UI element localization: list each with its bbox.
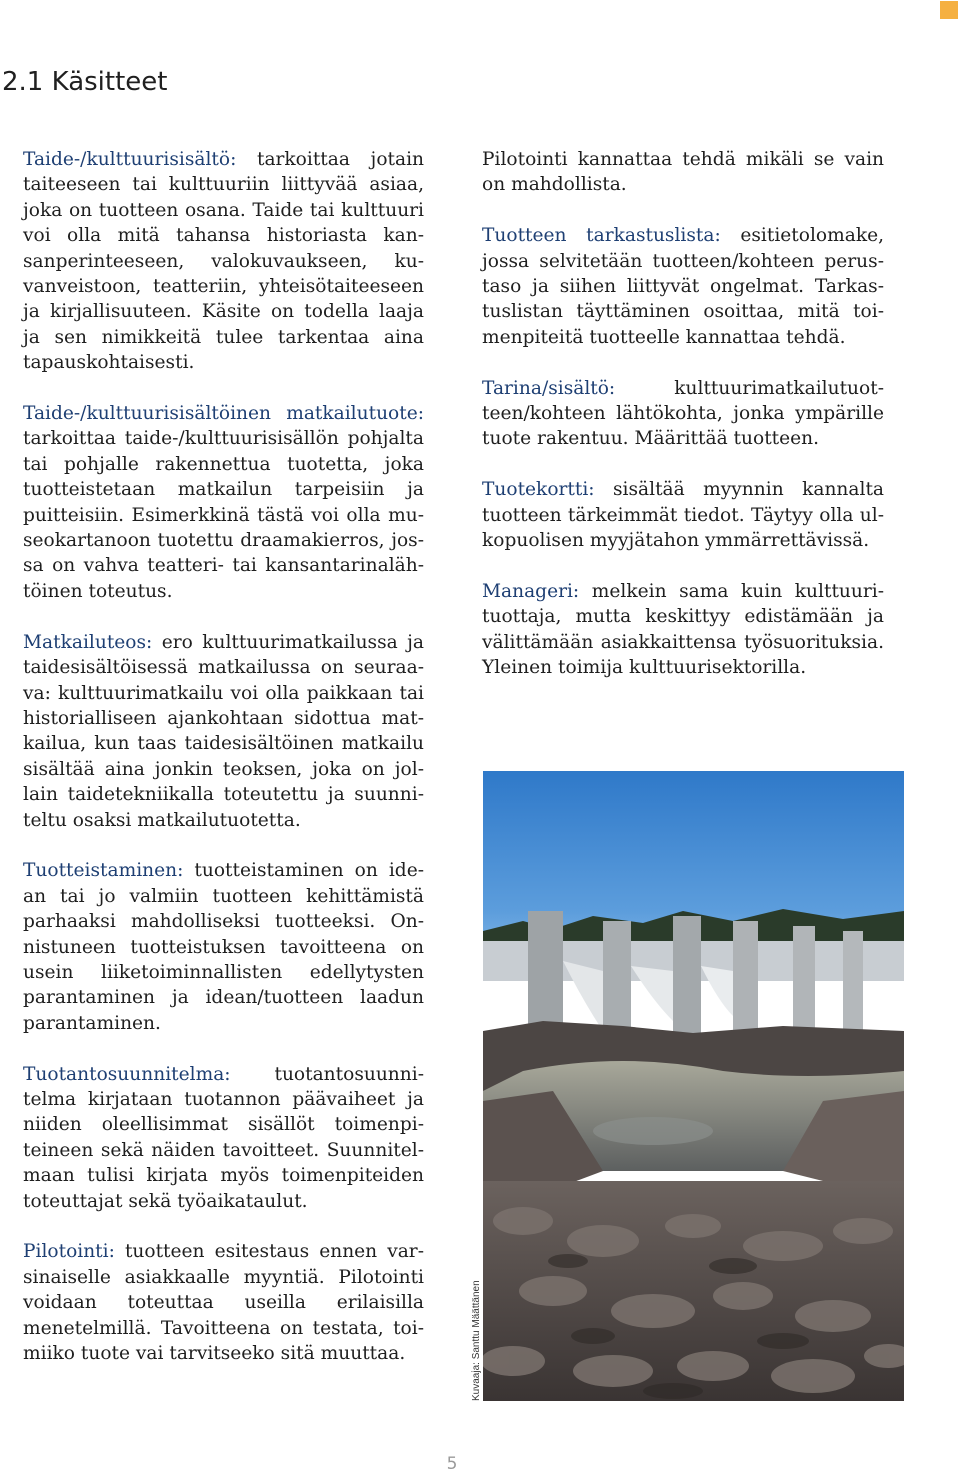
definition-paragraph — [23, 401, 424, 604]
definition-text: kulttuurimatkailutuotteen/kohteen lähtökohta, jonka ympärille tuote rakentuu. Määrittää tuotteen. — [482, 377, 884, 450]
definition-text: Pilotointi kannattaa tehdä mikäli se vain on mahdollista. — [482, 149, 884, 196]
definition-paragraph — [482, 223, 884, 350]
definition-term: Manageri: — [482, 580, 580, 602]
definition-paragraph — [482, 477, 884, 553]
dam-photo — [483, 771, 904, 1401]
section-title: 2.1 Käsitteet — [2, 67, 168, 97]
definition-term: Pilotointi: — [23, 1241, 115, 1263]
right-column — [482, 147, 884, 706]
page-number: 5 — [446, 1454, 458, 1474]
definition-text: esitietolomake, jossa selvitetään tuotteen/kohteen perustaso ja siihen liittyvät ongelmat. Tarkastuslistan täyttäminen osoittaa, mitä toimenpiteitä tuotteelle kannattaa tehdä. — [482, 225, 884, 348]
definition-term: Taide-/kulttuurisisältö: — [23, 149, 237, 170]
definition-text: ero kulttuurimatkailussa ja taidesisältöisessä matkailussa on seuraava: kulttuurimatkailu voi olla paikkaan tai historialliseen ajankohtaan sidottua matkailua, kun taas taidesisältöinen matkailu sisältää aina jonkin teoksen, joka on jollain taidetekniikalla toteutettu ja suunniteltu osaksi matkailutuotetta. — [23, 631, 424, 831]
definition-text: tarkoittaa taide-/kulttuurisisällön pohjalta tai pohjalle rakennettua tuotetta, joka tuotteistetaan matkailun tarpeisiin ja puitteisiin. Esimerkkinä tästä voi olla museokartanoon tuotettu draamakierros, jossa on vahva teatteri- tai kansantarinalähtöinen toteutus. — [23, 428, 424, 602]
left-column — [23, 147, 424, 1392]
corner-accent-square — [940, 1, 958, 19]
definition-term: Tarina/sisältö: — [482, 377, 616, 399]
photo-credit: Kuvaaja: Santtu Määttänen — [471, 1280, 482, 1401]
definition-term: Taide-/kulttuurisisältöinen matkailutuote: — [23, 403, 424, 425]
definition-text: tarkoittaa jotain taiteeseen tai kulttuuriin liittyvää asiaa, joka on tuotteen osana. Taide tai kulttuuri voi olla mitä tahansa historiasta kansanperinteeseen, valokuvaukseen, kuvanveistoon, teatteriin, yhteisötaiteeseen ja kirjallisuuteen. Käsite on todella laaja ja sen nimikkeitä tulee tarkentaa aina tapauskohtaisesti. — [23, 149, 424, 374]
definition-text: tuotantosuunnitelma kirjataan tuotannon päävaiheet ja niiden oleellisimmat sisällöt toimenpiteineen sekä näiden tavoitteet. Suunnitelmaan tulisi kirjata myös toimenpiteiden toteuttajat sekä työaikataulut. — [23, 1063, 424, 1212]
definition-term: Tuotekortti: — [482, 479, 595, 501]
definition-paragraph — [482, 147, 884, 198]
definition-text: melkein sama kuin kulttuurituottaja, mutta keskittyy edistämään ja välittämään asiakkaittensa työsuorituksia. Yleinen toimija kulttuurisektorilla. — [482, 580, 884, 679]
definition-paragraph — [482, 376, 884, 452]
definition-text: sisältää myynnin kannalta tuotteen tärkeimmät tiedot. Täytyy olla ulkopuolisen myyjätahon ymmärrettävissä. — [482, 479, 884, 552]
definition-term: Tuotteen tarkastuslista: — [482, 225, 721, 247]
definition-paragraph — [23, 1239, 424, 1366]
definition-term: Tuotantosuunnitelma: — [23, 1063, 231, 1085]
definition-term: Matkailuteos: — [23, 631, 153, 653]
definition-paragraph — [23, 858, 424, 1036]
definition-paragraph — [23, 1062, 424, 1214]
definition-term: Tuotteistaminen: — [23, 860, 184, 882]
definition-paragraph — [482, 579, 884, 681]
definition-text: tuotteen esitestaus ennen varsinaiselle asiakkaalle myyntiä. Pilotointi voidaan toteuttaa useilla erilaisilla menetelmillä. Tavoitteena on testata, toimiiko tuote vai tarvitseeko sitä muuttaa. — [23, 1241, 424, 1365]
definition-text: tuotteistaminen on idean tai jo valmiin tuotteen kehittämistä parhaaksi mahdolliseksi tuotteeksi. Onnistuneen tuotteistuksen tavoitteena on usein liiketoiminnallisten edellytysten parantaminen ja idean/tuotteen laadun parantaminen. — [23, 860, 424, 1034]
definition-paragraph — [23, 147, 424, 376]
dam-photo-illustration — [483, 771, 904, 1401]
definition-paragraph — [23, 630, 424, 833]
